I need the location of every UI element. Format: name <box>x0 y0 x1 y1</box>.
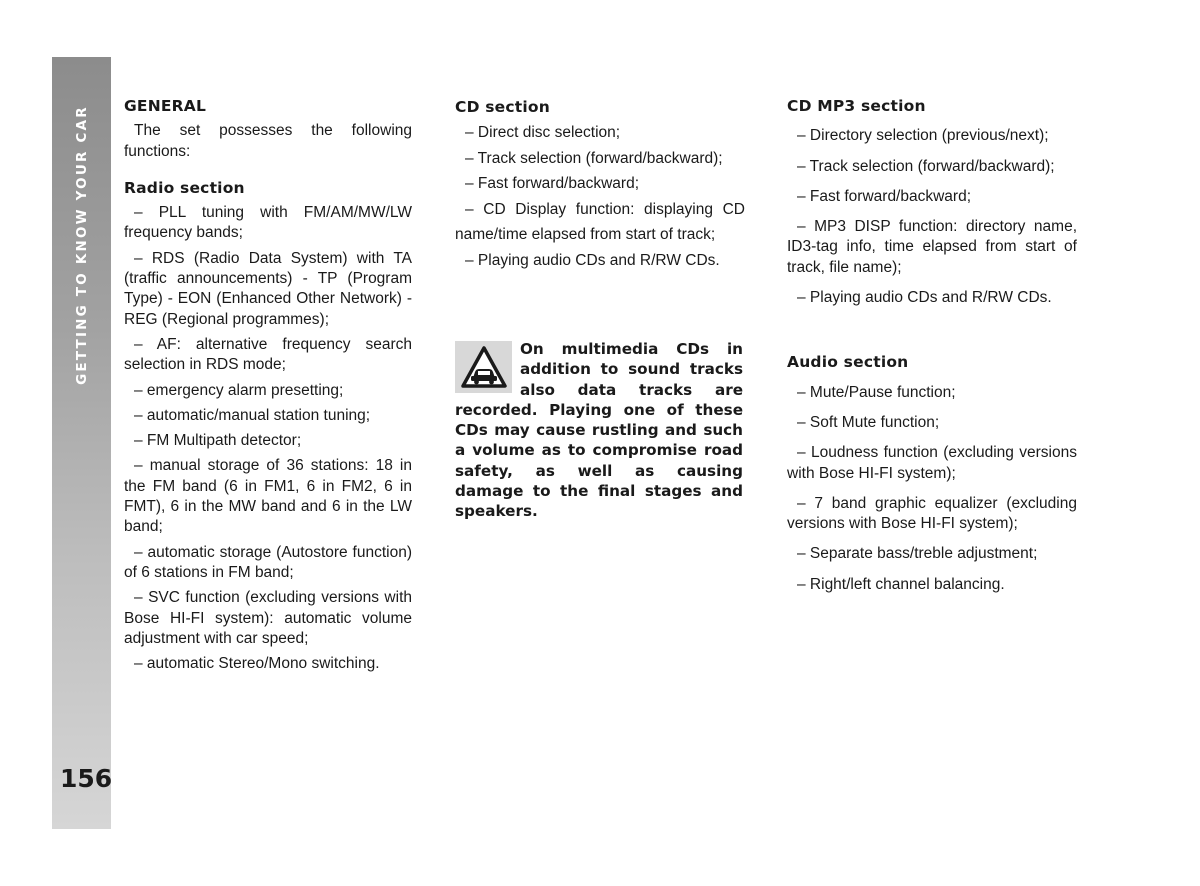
list-item: – Loudness function (excluding versions with Bose HI-FI system); <box>787 444 1077 482</box>
list-item: – Mute/Pause function; <box>797 383 956 401</box>
list-item: – RDS (Radio Data System) with TA (traffic announcements) - TP (Program Type) - EON (Enhanced Other Network) - REG (Regional programmes); <box>124 249 412 328</box>
list-item: – Separate bass/treble adjustment; <box>797 545 1038 563</box>
general-heading: GENERAL <box>124 97 207 115</box>
list-item: – manual storage of 36 stations: 18 in the FM band (6 in FM1, 6 in FM2, 6 in FMT), 6 in the MW band and 6 in the LW band; <box>124 457 412 536</box>
chapter-title-text: GETTING TO KNOW YOUR CAR <box>74 105 90 385</box>
list-item: – Playing audio CDs and R/RW CDs. <box>465 251 720 269</box>
list-item: – Fast forward/backward; <box>465 175 640 193</box>
list-item: – automatic Stereo/Mono switching. <box>134 655 380 673</box>
chapter-title <box>69 100 95 390</box>
radio-section-heading: Radio section <box>124 178 245 197</box>
list-item: – FM Multipath detector; <box>134 432 302 450</box>
list-item: – Direct disc selection; <box>465 124 621 141</box>
list-item: – Soft Mute function; <box>797 413 940 431</box>
list-item: – Directory selection (previous/next); <box>797 127 1049 145</box>
column-general-radio <box>124 96 412 679</box>
list-item: – Playing audio CDs and R/RW CDs. <box>797 289 1052 307</box>
mp3-section-heading: CD MP3 section <box>787 97 926 115</box>
list-item: – automatic storage (Autostore function) of 6 stations in FM band; <box>124 543 412 581</box>
warning-text: On multimedia CDs in addition to sound tracks also data tracks are recorded. Playing one of these CDs may cause rustling and such a volume as to compromise road safety, as well as causing damage to the final stages and speakers. <box>455 340 743 521</box>
list-item: – CD Display function: displaying CD name/time elapsed from start of track; <box>455 200 745 244</box>
warning-triangle-car-icon <box>455 341 512 393</box>
column-cd <box>455 96 745 274</box>
list-item: – Track selection (forward/backward); <box>465 149 723 167</box>
list-item: – Track selection (forward/backward); <box>797 157 1055 175</box>
warning-box <box>455 339 743 522</box>
list-item: – Right/left channel balancing. <box>797 575 1005 593</box>
list-item: – MP3 DISP function: directory name, ID3-tag info, time elapsed from start of track, file name); <box>787 218 1077 276</box>
list-item: – AF: alternative frequency search selection in RDS mode; <box>124 335 412 374</box>
list-item: – SVC function (excluding versions with Bose HI-FI system): automatic volume adjustment with car speed; <box>124 589 412 647</box>
list-item: – automatic/manual station tuning; <box>134 406 371 424</box>
cd-section-heading: CD section <box>455 98 550 116</box>
list-item: – emergency alarm presetting; <box>134 381 344 399</box>
list-item: – 7 band graphic equalizer (excluding versions with Bose HI-FI system); <box>787 494 1077 533</box>
audio-section-heading: Audio section <box>787 353 909 372</box>
list-item: – Fast forward/backward; <box>797 187 972 205</box>
list-item: – PLL tuning with FM/AM/MW/LW frequency bands; <box>124 204 412 242</box>
column-mp3-audio <box>787 96 1077 605</box>
general-intro: The set possesses the following functions: <box>124 122 412 160</box>
page-number: 156 <box>60 764 113 793</box>
